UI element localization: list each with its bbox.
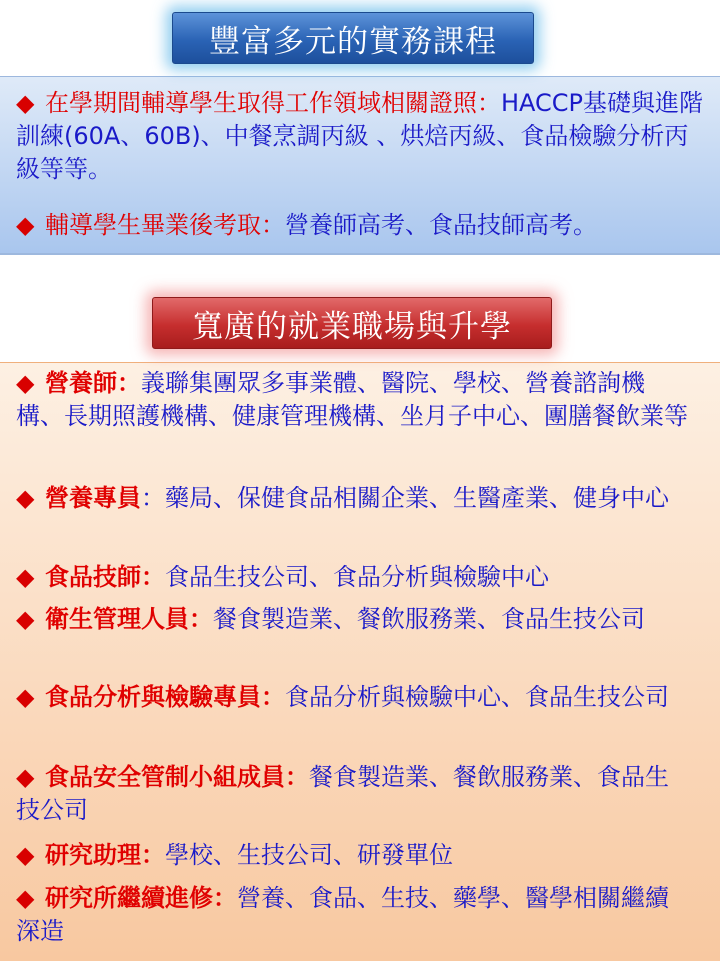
item-label: 營養師： <box>45 369 141 397</box>
item-text: 食品分析與檢驗中心、食品生技公司 <box>285 683 669 711</box>
item-text: HACCP基礎與進階訓練(60A、60B)、中餐烹調丙級 、烘焙丙級、食品檢驗分析丙級等等。 <box>16 89 704 183</box>
course-item <box>16 87 708 186</box>
item-label: 食品分析與檢驗專員： <box>45 683 285 711</box>
item-text: 營養、食品、生技、藥學、醫學相關繼續深造 <box>16 884 669 945</box>
item-label: 食品安全管制小組成員： <box>45 763 309 791</box>
item-label: 在學期間輔導學生取得工作領域相關證照： <box>45 89 501 117</box>
career-item <box>16 482 688 515</box>
career-item <box>16 761 688 827</box>
item-text: 學校、生技公司、研發單位 <box>165 841 453 869</box>
career-item <box>16 603 688 636</box>
item-label: 研究所繼續進修： <box>45 884 237 912</box>
item-text: 營養師高考、食品技師高考。 <box>285 211 597 239</box>
diamond-bullet-icon: ◆ <box>16 605 35 633</box>
section1-title: 豐富多元的實務課程 <box>172 12 534 64</box>
item-label: 輔導學生畢業後考取： <box>45 211 285 239</box>
diamond-bullet-icon: ◆ <box>16 884 35 912</box>
diamond-bullet-icon: ◆ <box>16 211 35 239</box>
career-item <box>16 561 688 594</box>
item-text: 餐食製造業、餐飲服務業、食品生技公司 <box>213 605 645 633</box>
item-label: 研究助理： <box>45 841 165 869</box>
section2-title: 寬廣的就業職場與升學 <box>152 297 552 349</box>
career-item <box>16 839 688 872</box>
diamond-bullet-icon: ◆ <box>16 563 35 591</box>
course-item <box>16 209 708 242</box>
item-label: 衛生管理人員： <box>45 605 213 633</box>
item-text: ：藥局、保健食品相關企業、生醫產業、健身中心 <box>141 484 669 512</box>
item-label: 食品技師： <box>45 563 165 591</box>
item-text: 義聯集團眾多事業體、醫院、學校、營養諮詢機構、長期照護機構、健康管理機構、坐月子中心、團膳餐飲業等 <box>16 369 688 430</box>
item-text: 食品生技公司、食品分析與檢驗中心 <box>165 563 549 591</box>
diamond-bullet-icon: ◆ <box>16 369 35 397</box>
diamond-bullet-icon: ◆ <box>16 763 35 791</box>
item-text: 餐食製造業、餐飲服務業、食品生技公司 <box>16 763 669 824</box>
career-item <box>16 882 688 948</box>
diamond-bullet-icon: ◆ <box>16 683 35 711</box>
diamond-bullet-icon: ◆ <box>16 89 35 117</box>
diamond-bullet-icon: ◆ <box>16 484 35 512</box>
diamond-bullet-icon: ◆ <box>16 841 35 869</box>
career-item <box>16 681 688 714</box>
career-item <box>16 367 688 433</box>
item-label: 營養專員 <box>45 484 141 512</box>
